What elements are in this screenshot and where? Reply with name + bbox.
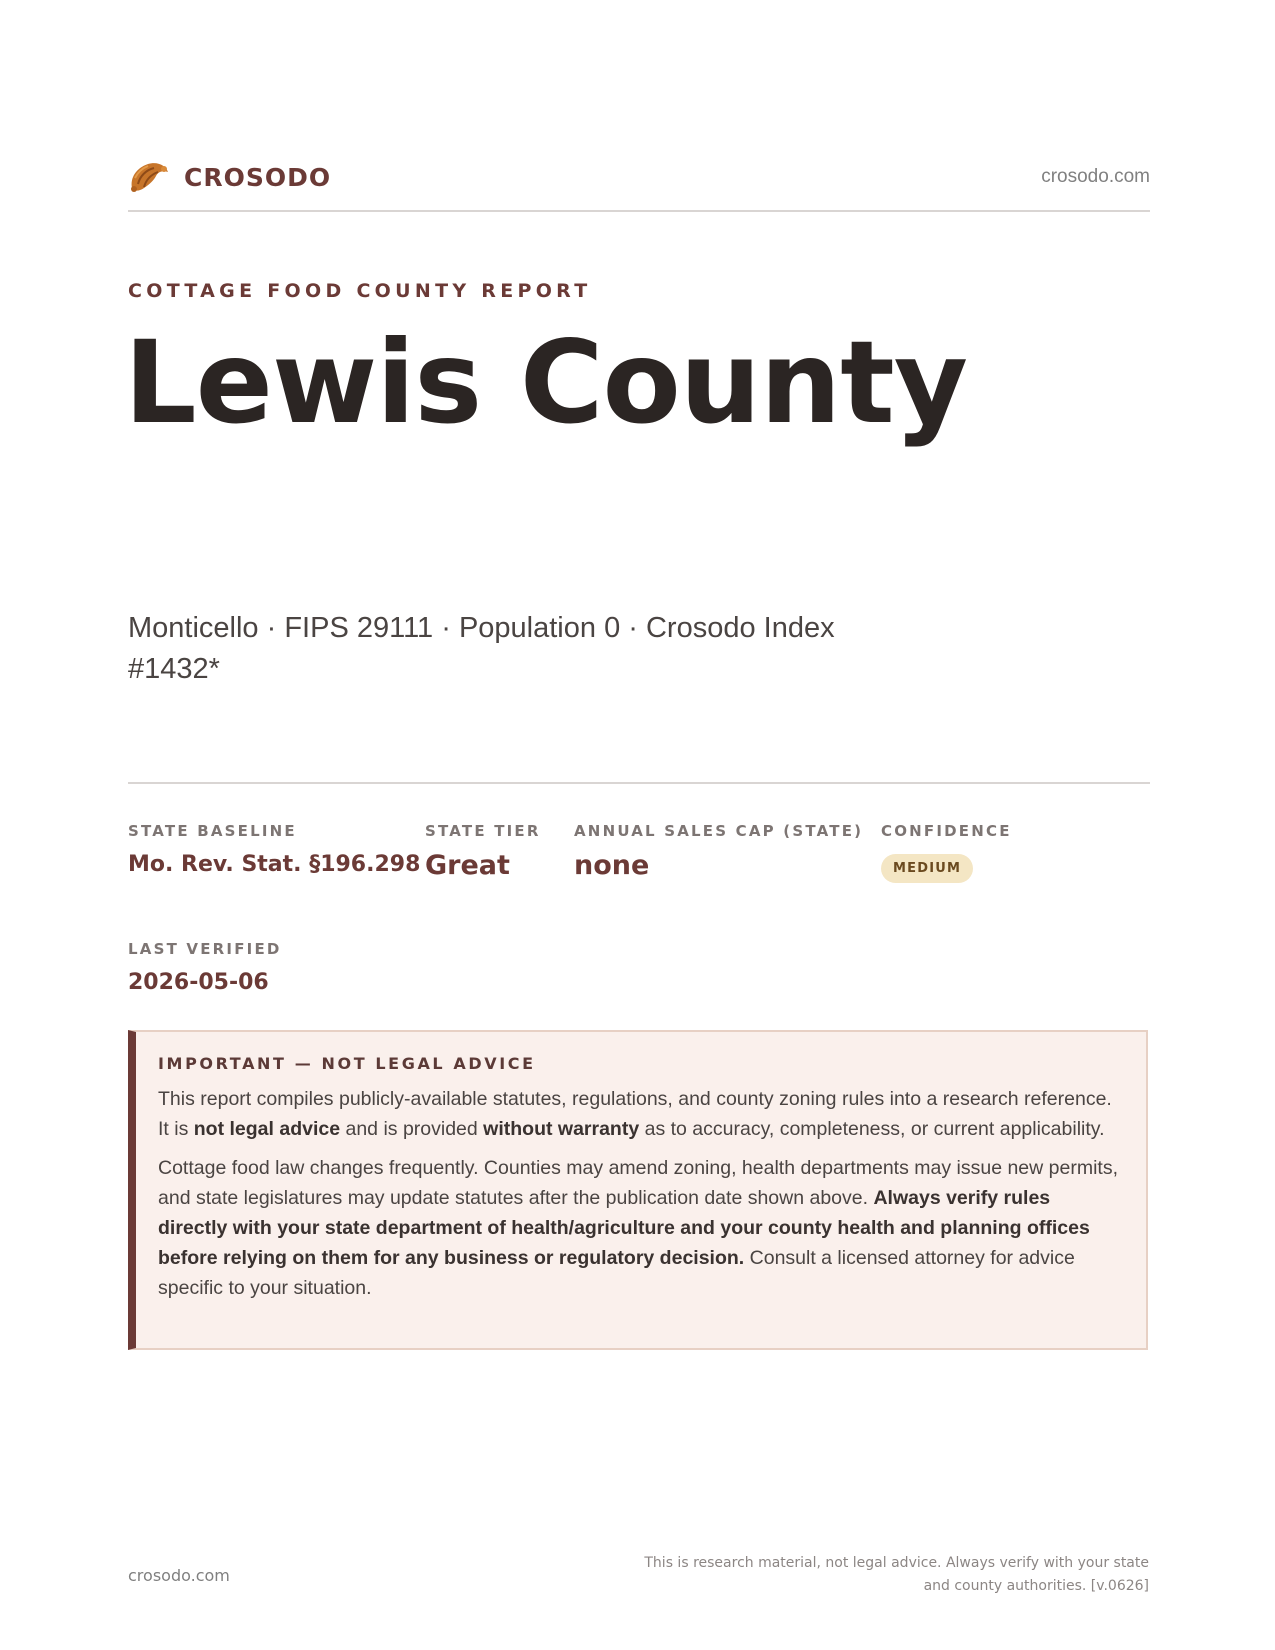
stat-label: CONFIDENCE [881, 822, 1012, 840]
page-header [128, 158, 1150, 212]
stat-value: Mo. Rev. Stat. §196.298 [128, 852, 421, 877]
stat-confidence [881, 822, 1012, 883]
stat-label: STATE BASELINE [128, 822, 297, 840]
footer-disclaimer [629, 1552, 1149, 1598]
notice-emphasis: without warranty [483, 1118, 640, 1140]
stat-sales-cap [574, 822, 863, 881]
stat-value: 2026-05-06 [128, 970, 269, 995]
confidence-badge: MEDIUM [881, 854, 973, 883]
brand[interactable] [128, 158, 331, 196]
stat-value: Great [425, 850, 510, 881]
page-title: Lewis County [124, 316, 967, 449]
section-divider [128, 782, 1150, 784]
brand-name: CROSODO [184, 162, 332, 192]
stat-label: ANNUAL SALES CAP (STATE) [574, 822, 864, 840]
notice-text: This report compiles publicly-available statutes, regulations, and county zoning rules into a research reference. It is [158, 1088, 1112, 1140]
report-eyebrow: COTTAGE FOOD COUNTY REPORT [128, 280, 592, 302]
footer-url-link[interactable]: crosodo.com [128, 1566, 230, 1585]
footer-disclaimer-line: and county authorities. [v.0626] [923, 1578, 1149, 1594]
notice-text: Consult a licensed attorney for advice specific to your situation. [158, 1247, 1075, 1299]
footer-disclaimer-line: This is research material, not legal advice. Always verify with your state [644, 1555, 1149, 1571]
notice-text: as to accuracy, completeness, or current applicability. [639, 1118, 1105, 1140]
notice-emphasis: not legal advice [193, 1118, 341, 1140]
legal-notice [128, 1030, 1148, 1350]
stat-last-verified [128, 940, 282, 995]
stat-label: LAST VERIFIED [128, 940, 282, 958]
notice-title: IMPORTANT — NOT LEGAL ADVICE [158, 1054, 536, 1073]
notice-emphasis: Always verify rules directly with your state department of health/agriculture and your county health and planning offices before relying on them for any business or regulatory decision. [158, 1187, 1090, 1269]
stat-label: STATE TIER [425, 822, 541, 840]
notice-paragraph [158, 1153, 1118, 1303]
notice-body [158, 1084, 1118, 1312]
notice-text: and is provided [340, 1118, 484, 1140]
stat-state-tier [425, 822, 541, 881]
croissant-icon [128, 158, 170, 196]
notice-paragraph [158, 1084, 1118, 1144]
stat-value: none [574, 850, 650, 881]
county-subtitle: Monticello · FIPS 29111 · Population 0 · Crosodo Index #1432* [128, 612, 835, 685]
notice-text: Cottage food law changes frequently. Counties may amend zoning, health departments may issue new permits, and state legislatures may update statutes after the publication date shown above. [158, 1157, 1118, 1209]
stat-state-baseline [128, 822, 420, 877]
header-url-link[interactable]: crosodo.com [1041, 166, 1150, 187]
